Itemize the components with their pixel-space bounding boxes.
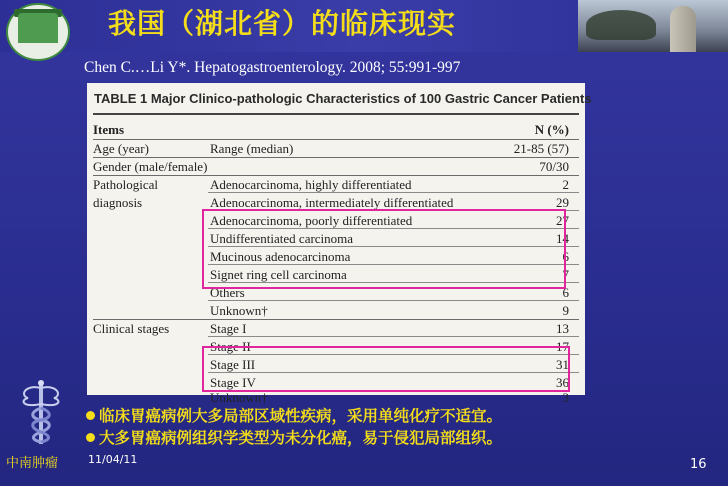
photo-pillar-shape <box>670 6 696 52</box>
caduceus-icon <box>16 378 66 448</box>
row-sub: Stage III <box>210 357 256 372</box>
row-n: 27 <box>556 213 569 228</box>
row-n: 29 <box>556 195 569 210</box>
page-number: 16 <box>690 457 707 472</box>
row-item: Gender (male/female) <box>93 159 208 174</box>
bullet-dot-icon <box>86 433 95 442</box>
header-n: N (%) <box>534 122 569 137</box>
row-sub: Adenocarcinoma, intermediately differentiated <box>210 195 454 210</box>
emblem-label: 中南肿瘤 <box>6 456 59 471</box>
highlight-box-stages <box>202 346 570 392</box>
header-photo <box>578 0 728 52</box>
header-items: Items <box>93 122 125 137</box>
table-row <box>87 176 585 193</box>
row-n: 21-85 (57) <box>513 141 569 156</box>
table-row <box>87 302 585 319</box>
table-header-row <box>87 121 585 138</box>
row-sub: Stage IV <box>210 375 256 390</box>
logo-building-shape <box>18 13 58 43</box>
row-n: 6 <box>562 249 569 264</box>
row-sub: Mucinous adenocarcinoma <box>210 249 351 264</box>
row-n: 36 <box>556 375 569 390</box>
row-sub: Range (median) <box>210 141 294 156</box>
table-rule <box>208 192 579 193</box>
citation: Chen C.…Li Y*. Hepatogastroenterology. 2008; 55:991-997 <box>84 59 461 76</box>
row-n: 9 <box>562 303 569 318</box>
row-sub: Adenocarcinoma, highly differentiated <box>210 177 412 192</box>
bullet-item <box>86 427 502 449</box>
table-caption: TABLE 1 Major Clinico-pathologic Characteristics of 100 Gastric Cancer Patients <box>94 91 592 106</box>
bullet-item <box>86 405 502 427</box>
row-sub: Undifferentiated carcinoma <box>210 231 354 246</box>
row-n: 6 <box>562 285 569 300</box>
row-sub: Adenocarcinoma, poorly differentiated <box>210 213 413 228</box>
row-n: 2 <box>562 177 569 192</box>
table-row <box>87 158 585 175</box>
row-sub: Stage I <box>210 321 247 336</box>
row-n: 13 <box>556 321 569 336</box>
row-item: Pathological <box>93 177 158 192</box>
row-n: 7 <box>562 267 569 282</box>
highlight-box-histology <box>202 209 566 289</box>
row-n: 3 <box>562 390 569 405</box>
row-n: 70/30 <box>539 159 569 174</box>
row-item: diagnosis <box>93 195 143 210</box>
row-item: Age (year) <box>93 141 149 156</box>
slide-title: 我国（湖北省）的临床现实 <box>108 7 457 40</box>
table-row <box>87 320 585 337</box>
row-sub: Unknown† <box>210 390 268 405</box>
bullet-text: 临床胃癌病例大多局部区域性疾病，采用单纯化疗不适宜。 <box>99 407 503 425</box>
row-sub: Unknown† <box>210 303 268 318</box>
slide-date: 11/04/11 <box>88 453 138 466</box>
table-rule <box>208 300 579 301</box>
row-n: 17 <box>556 339 569 354</box>
row-item: Clinical stages <box>93 321 170 336</box>
row-sub: Others <box>210 285 245 300</box>
row-n: 31 <box>556 357 569 372</box>
university-logo <box>6 3 70 61</box>
bullet-list <box>86 405 502 449</box>
row-sub: Signet ring cell carcinoma <box>210 267 347 282</box>
bullet-dot-icon <box>86 411 95 420</box>
table-rule <box>208 336 579 337</box>
row-sub: Stage II <box>210 339 251 354</box>
bullet-text: 大多胃癌病例组织学类型为未分化癌，易于侵犯局部组织。 <box>99 429 503 447</box>
photo-tree-shape <box>586 10 656 40</box>
table-top-rule <box>93 113 579 115</box>
table-row <box>87 140 585 157</box>
row-n: 14 <box>556 231 569 246</box>
